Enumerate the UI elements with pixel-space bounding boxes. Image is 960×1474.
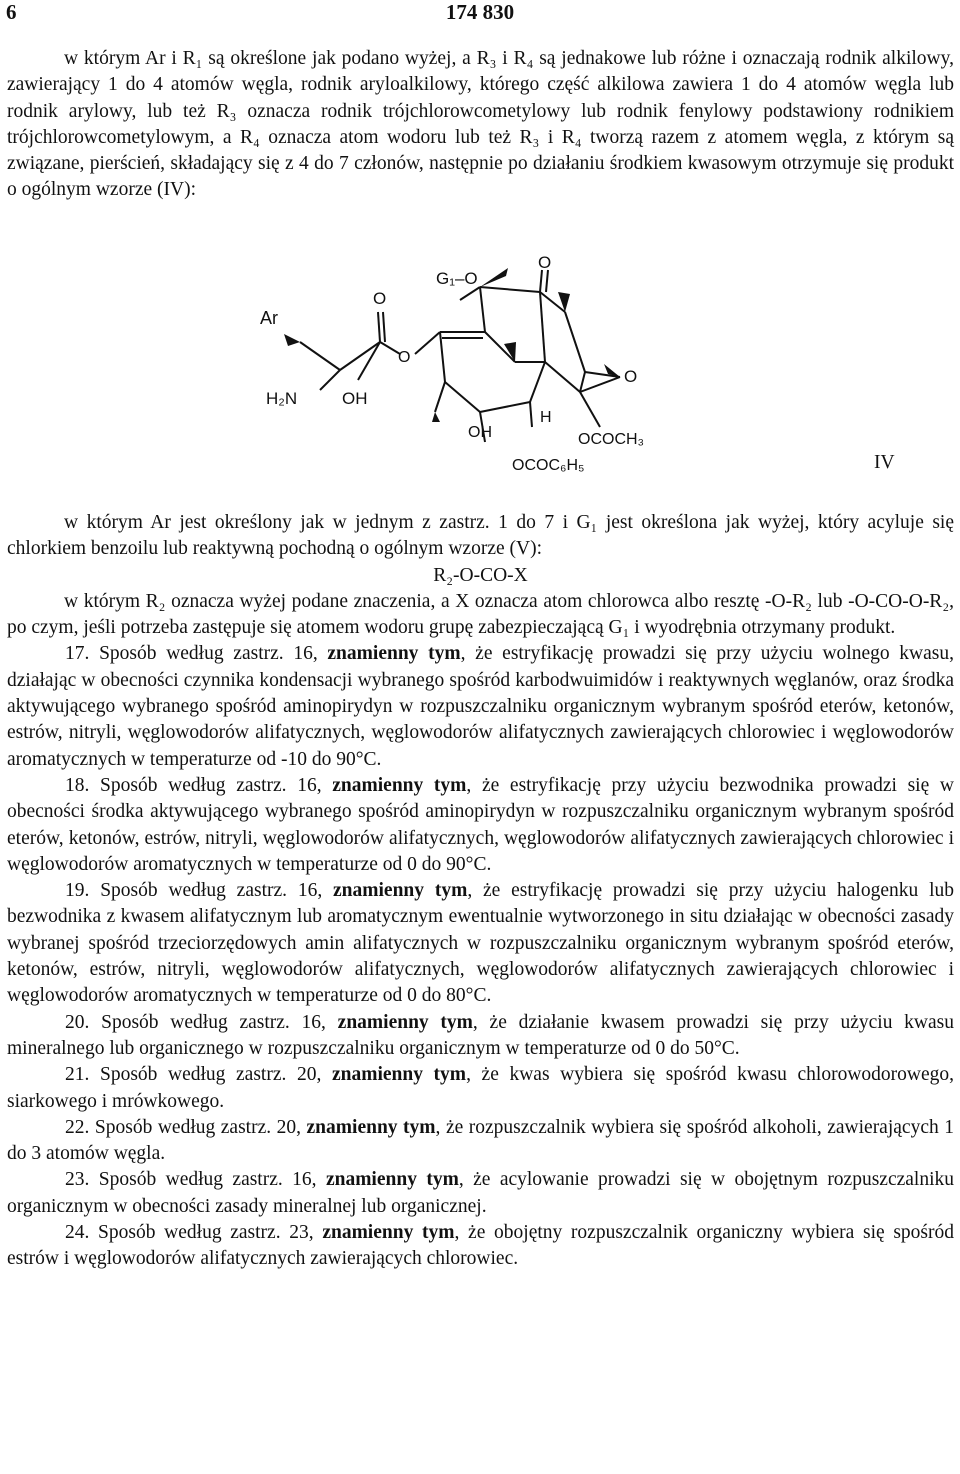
structure-drawing xyxy=(240,252,660,482)
chemical-structure-iv xyxy=(240,252,660,482)
intro-paragraph-block xyxy=(7,46,954,204)
acetate-label: OCOCH₃ xyxy=(578,431,645,448)
claim-20: 20. Sposób według zastrz. 16, znamienny tym, że działanie kwasem prowadzi się przy użyciu kwasu mineralnego lub organicznego w rozpuszczalniku organicznym w temperaturze od 0 do 50°C. xyxy=(7,1011,955,1059)
claim-24: 24. Sposób według zastrz. 23, znamienny tym, że obojętny rozpuszczalnik organiczny wybiera się spośród estrów i węglowodorów alifatycznych zawierających chlorowiec. xyxy=(7,1222,954,1270)
h-label: H xyxy=(540,409,552,426)
claim-21: 21. Sposób według zastrz. 20, znamienny tym, że kwas wybiera się spośród kwasu chlorowodorowego, siarkowego i mrówkowego. xyxy=(7,1064,955,1112)
formula-v: R₂-O-CO-X xyxy=(433,564,528,586)
carbonyl-o-label: O xyxy=(373,289,387,308)
page-number: 6 xyxy=(6,0,17,24)
g1o-label: G₁–O xyxy=(436,269,478,288)
ar-label: Ar xyxy=(260,308,278,328)
claim-23: 23. Sposób według zastrz. 16, znamienny tym, że acylowanie prowadzi się w obojętnym rozpuszczalniku organicznym w obecności zasady mineralnej lub organicznej. xyxy=(7,1169,955,1217)
intro-paragraph: w którym Ar i R₁ są określone jak podano wyżej, a R₃ i R₄ są jednakowe lub różne i oznaczają rodnik alkilowy, zawierający 1 do 4 atomów węgla, rodnik aryloalkilowy, którego część alkilowa zawiera 1 do 4 atomów węgla lub rodnik arylowy, lub też R₃ oznacza rodnik trójchlorowcometylowy lub rodnik fenylowy podstawiony rodnikiem trójchlorowcometylowym, a R₄ oznacza atom wodoru lub też R₃ i R₄ tworzą razem z atomem węgla, z którym są związane, pierścień, składający się z 4 do 7 członów, następnie po działaniu środkiem kwasowym otrzymuje się produkt o ogólnym wzorze (IV): xyxy=(7,48,954,201)
after-formula-v-paragraph: w którym R₂ oznacza wyżej podane znaczenia, a X oznacza atom chlorowca albo resztę -O-R₂ lub -O-CO-O-R₂, po czym, jeśli potrzeba zastępuje się atomem wodoru grupę zabezpieczającą G₁ i wyodrębnia otrzymany produkt. xyxy=(7,590,954,639)
h2n-label: H₂N xyxy=(266,389,298,408)
benzoate-label: OCOC₆H₅ xyxy=(512,457,585,474)
ester-o-label: O xyxy=(398,349,411,366)
claim-22: 22. Sposób według zastrz. 20, znamienny tym, że rozpuszczalnik wybiera się spośród alkoholi, zawierających 1 do 3 atomów węgla. xyxy=(7,1116,954,1165)
claim-18: 18. Sposób według zastrz. 16, znamienny tym, że estryfikację przy użyciu bezwodnika prowadzi się w obecności środka aktywującego wybranego spośród aminopirydyn w rozpuszczalniku organicznym wybranym spośród eterów, ketonów, estrów, nitryli, węglowodorów alifatycznych, węglowodorów alifatycznych zawierających chlorowiec i węglowodorów aromatycznych w temperaturze od 0 do 90°C. xyxy=(7,774,954,875)
claim-17: 17. Sposób według zastrz. 16, znamienny tym, że estryfikację prowadzi się przy użyciu wolnego kwasu, działając w obecności czynnika kondensacji wybranego spośród karbodwuimidów i reaktywnych węglanów, oraz środka aktywującego wybranego spośród aminopirydyn w rozpuszczalniku organicznym wybranym spośród eterów, ketonów, estrów, nitryli, węglowodorów alifatycznych, węglowodorów alifatycznych zawierających chlorowiec i węglowodorów aromatycznych w temperaturze od -10 do 90°C. xyxy=(7,643,954,770)
epoxide-o-label: O xyxy=(624,367,638,386)
formula-number-iv: IV xyxy=(874,452,895,473)
document-number: 174 830 xyxy=(445,0,515,24)
ketone-o-label: O xyxy=(538,253,552,272)
claim-19: 19. Sposób według zastrz. 16, znamienny tym, że estryfikację prowadzi się przy użyciu halogenku lub bezwodnika z kwasem alifatycznym lub aromatycznym ewentualnie wytworzonego in situ działając w obecności zasady wybranej spośród trzeciorzędowych amin alifatycznych w rozpuszczalniku organicznym wybranym spośród eterów, ketonów, estrów, nitryli, węglowodorów alifatycznych, węglowodorów alifatycznych zawierających chlorowiec i węglowodorów aromatycznych w temperaturze od 0 do 80°C. xyxy=(7,880,954,1007)
oh-side-chain-label: OH xyxy=(342,389,368,408)
body-text xyxy=(7,510,954,1273)
oh-core-label: OH xyxy=(468,424,492,441)
after-structure-paragraph: w którym Ar jest określony jak w jednym z zastrz. 1 do 7 i G₁ jest określona jak wyżej, który acyluje się chlorkiem benzoilu lub reaktywną pochodną o ogólnym wzorze (V): xyxy=(7,512,954,560)
